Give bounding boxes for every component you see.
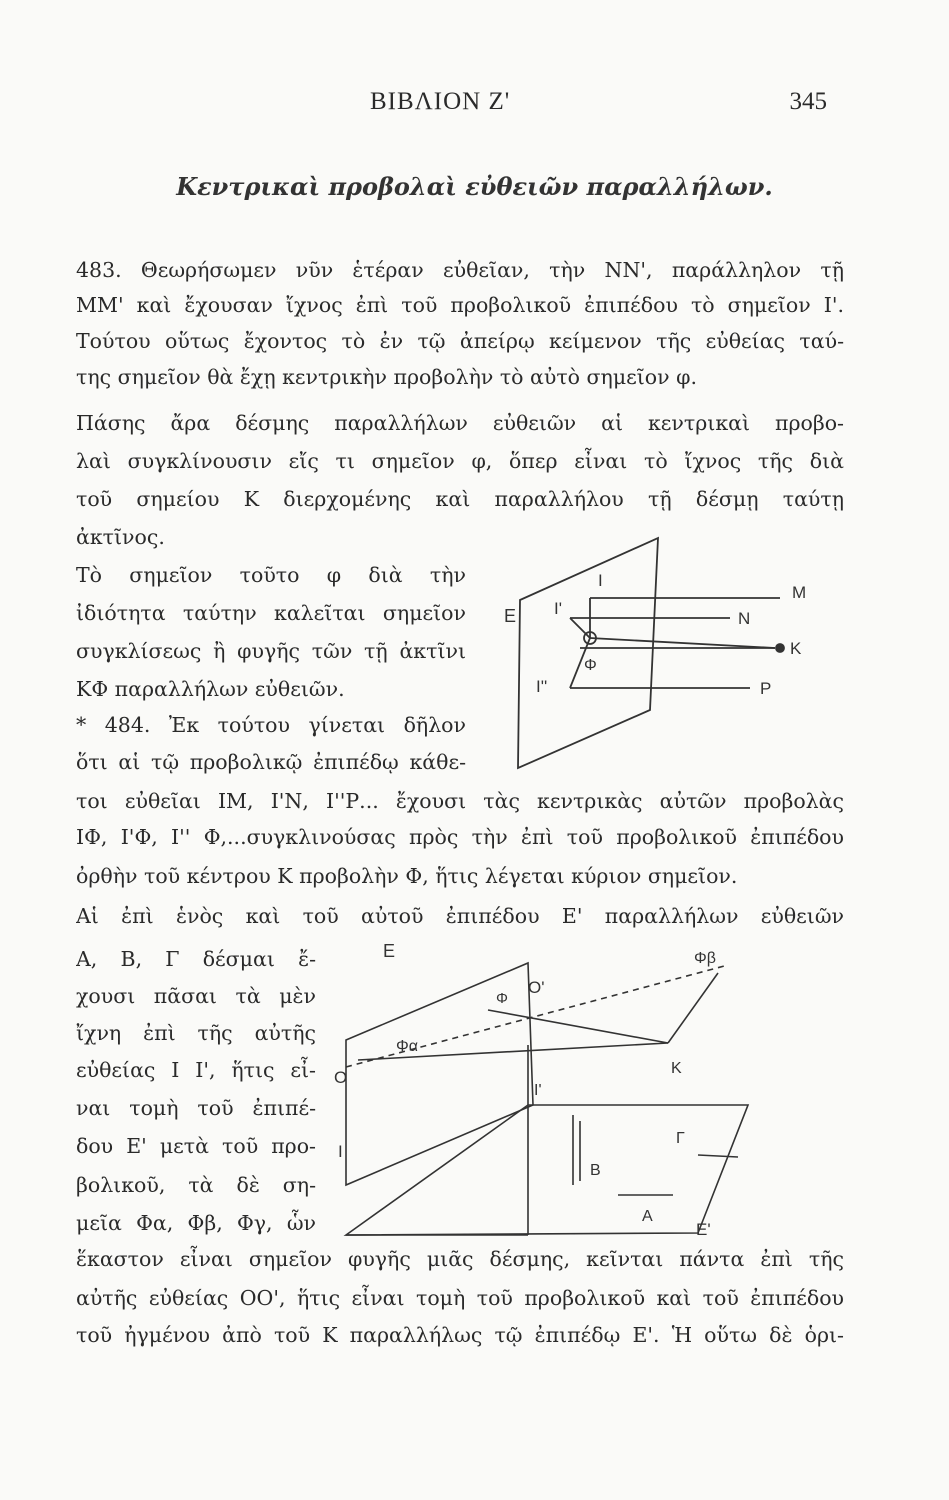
label-phi: Φ	[496, 990, 508, 1007]
text-line: τοι εὐθεῖαι ΙΜ, Ι'Ν, Ι''Ρ... ἔχουσι τὰς κεντρικὰς αὐτῶν προβολὰς	[76, 789, 844, 813]
page-header	[70, 88, 827, 118]
text-line: ΙΦ, Ι'Φ, Ι'' Φ,...συγκλινούσας πρὸς τὴν ἐπὶ τοῦ προβολικοῦ ἐπιπέδου	[76, 825, 844, 849]
label-E: E	[504, 606, 517, 626]
label-I1: I'	[554, 599, 562, 618]
label-phi: Φ	[584, 657, 597, 674]
text-line: δου Ε' μετὰ τοῦ προ-	[76, 1134, 316, 1158]
text-line: ναι τομὴ τοῦ ἐπιπέ-	[76, 1096, 316, 1120]
ray-phi-b	[668, 973, 718, 1043]
text-line: ὅτι αἱ τῷ προβολικῷ ἐπιπέδῳ κάθε-	[76, 750, 466, 774]
text-line: εὐθείας Ι Ι', ἥτις εἶ-	[76, 1058, 316, 1082]
text-line: αὐτῆς εὐθείας ΟΟ', ἥτις εἶναι τομὴ τοῦ προβολικοῦ καὶ τοῦ ἐπιπέδου	[76, 1286, 844, 1310]
ray-phi	[488, 1010, 668, 1043]
text-line: ἰδιότητα ταύτην καλεῖται σημεῖον	[76, 601, 466, 625]
label-A: A	[642, 1208, 653, 1225]
plane-E1	[346, 1105, 748, 1235]
ray-K-phi	[590, 638, 775, 648]
arrow-G	[698, 1155, 738, 1157]
label-I2: I''	[536, 677, 548, 696]
label-O1: O'	[528, 978, 545, 997]
label-I: I	[598, 571, 603, 590]
label-M: M	[792, 583, 807, 602]
ray-I1	[570, 618, 590, 638]
text-line: της σημεῖον θὰ ἔχῃ κεντρικὴν προβολὴν τὸ αὐτὸ σημεῖον φ.	[76, 365, 697, 389]
figure-2-vanishing-points	[328, 935, 798, 1255]
text-line: ΚΦ παραλλήλων εὐθειῶν.	[76, 677, 345, 701]
projection-plane	[518, 538, 658, 768]
text-line: ΜΜ' καὶ ἔχουσαν ἴχνος ἐπὶ τοῦ προβολικοῦ ἐπιπέδου τὸ σημεῖον Ι'.	[76, 293, 844, 317]
text-line: λαὶ συγκλίνουσιν εἴς τι σημεῖον φ, ὅπερ εἶναι τὸ ἴχνος τῆς διὰ	[76, 449, 844, 473]
label-phi-a: Φα	[396, 1038, 419, 1055]
text-line: ὀρθὴν τοῦ κέντρου Κ προβολὴν Φ, ἥτις λέγεται κύριον σημεῖον.	[76, 864, 738, 888]
text-line: μεῖα Φα, Φβ, Φγ, ὧν	[76, 1211, 316, 1235]
label-E1: E'	[696, 1220, 711, 1239]
label-E: E	[383, 941, 396, 961]
text-line: βολικοῦ, τὰ δὲ ση-	[76, 1173, 316, 1197]
text-line: ἀκτῖνος.	[76, 525, 165, 549]
text-line: Τούτου οὕτως ἔχοντος τὸ ἐν τῷ ἀπείρῳ κείμενον τῆς εὐθείας ταύ-	[76, 329, 844, 353]
label-phi-b: Φβ	[694, 950, 716, 967]
text-line: Α, Β, Γ δέσμαι ἔ-	[76, 947, 316, 971]
label-K: K	[671, 1060, 682, 1077]
label-K: K	[790, 639, 802, 658]
text-line: 483. Θεωρήσωμεν νῦν ἑτέραν εὐθεῖαν, τὴν ΝΝ', παράλληλον τῇ	[76, 258, 844, 282]
text-line: Αἱ ἐπὶ ἑνὸς καὶ τοῦ αὐτοῦ ἐπιπέδου Ε' παραλλήλων εὐθειῶν	[76, 904, 844, 928]
label-P: P	[760, 679, 772, 698]
text-line: συγκλίσεως ἢ φυγῆς τῶν τῇ ἀκτῖνι	[76, 639, 466, 663]
text-line: Τὸ σημεῖον τοῦτο φ διὰ τὴν	[76, 563, 466, 587]
section-title: Κεντρικαὶ προβολαὶ εὐθειῶν παραλλήλων.	[176, 172, 773, 201]
text-line: * 484. Ἐκ τούτου γίνεται δῆλον	[76, 713, 466, 737]
center-K	[776, 644, 784, 652]
page-number: 345	[789, 88, 827, 115]
text-line: χουσι πᾶσαι τὰ μὲν	[76, 984, 316, 1008]
label-B: B	[590, 1162, 601, 1179]
running-title: ΒΙΒΛΙΟΝ Ζ'	[370, 88, 511, 115]
figure-1-perpendicular-lines	[490, 530, 860, 780]
text-line: τοῦ σημείου Κ διερχομένης καὶ παραλλήλου τῇ δέσμῃ ταύτῃ	[76, 487, 844, 511]
label-G: Γ	[676, 1130, 685, 1147]
text-line: Πάσης ἄρα δέσμης παραλλήλων εὐθειῶν αἱ κεντρικαὶ προβο-	[76, 411, 844, 435]
label-N: N	[738, 609, 751, 628]
label-I: I	[338, 1142, 343, 1161]
label-I1: I'	[534, 1082, 542, 1099]
label-O: O	[334, 1068, 348, 1087]
text-line: ἴχνη ἐπὶ τῆς αὐτῆς	[76, 1021, 316, 1045]
text-line: τοῦ ἠγμένου ἀπὸ τοῦ Κ παραλλήλως τῷ ἐπιπέδῳ Ε'. Ἡ οὕτω δὲ ὁρι-	[76, 1323, 844, 1347]
text-line: ἕκαστον εἶναι σημεῖον φυγῆς μιᾶς δέσμης, κεῖνται πάντα ἐπὶ τῆς	[76, 1247, 844, 1271]
